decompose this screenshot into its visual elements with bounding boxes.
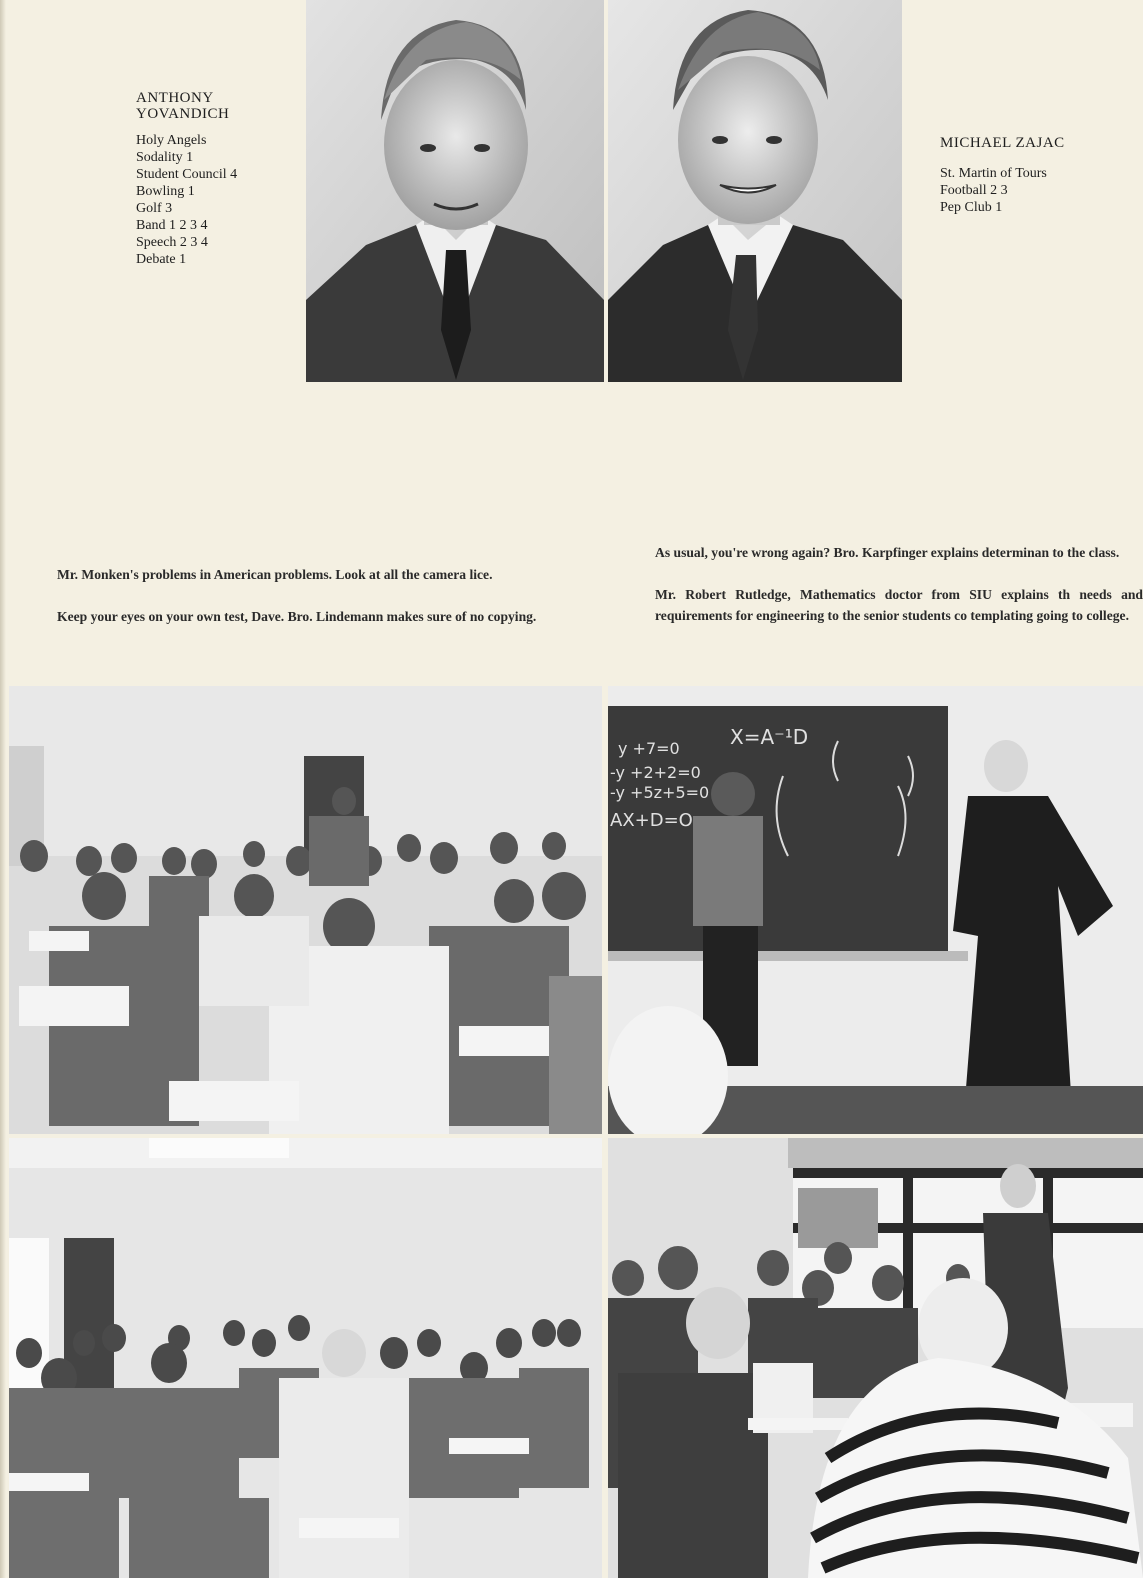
caption-rutledge: Mr. Robert Rutledge, Mathematics doctor from SIU explains th needs and requirements for engineering to the senior students co templating going to college. [655, 587, 1143, 623]
caption-lindemann: Keep your eyes on your own test, Dave. Bro. Lindemann makes sure of no copying. [57, 609, 537, 624]
portrait-yovandich [306, 0, 604, 382]
senior-name: ANTHONY YOVANDICH [136, 90, 230, 122]
activity-list [940, 165, 1140, 216]
photo-classroom-lindemann [9, 1138, 602, 1578]
activity-item: Golf 3 [136, 201, 173, 216]
activity-item: Student Council 4 [136, 167, 238, 182]
activity-item: St. Martin of Tours [940, 166, 1047, 181]
blackboard-line: AX+D=O [610, 810, 693, 831]
blackboard-formula: X=A⁻¹D [730, 725, 809, 749]
caption-karpfinger: As usual, you're wrong again? Bro. Karpfinger explains determinan to the class. [655, 545, 1120, 560]
photo-classroom-rutledge [608, 1138, 1143, 1578]
senior-bio-yovandich [136, 90, 301, 268]
blackboard-line: -y +5z+5=0 [610, 783, 710, 802]
activity-item: Speech 2 3 4 [136, 235, 208, 250]
blackboard-line: y +7=0 [618, 739, 680, 758]
page-gutter [0, 0, 6, 1578]
activity-item: Football 2 3 [940, 183, 1008, 198]
blackboard-line: -y +2+2=0 [610, 763, 701, 782]
activity-item: Sodality 1 [136, 150, 194, 165]
photo-blackboard-karpfinger [608, 686, 1143, 1134]
senior-bio-zajac [940, 135, 1140, 216]
captions-right [655, 542, 1143, 647]
activity-item: Band 1 2 3 4 [136, 218, 208, 233]
caption-monken: Mr. Monken's problems in American problems. Look at all the camera lice. [57, 567, 493, 582]
activity-list [136, 132, 301, 268]
portrait-zajac [608, 0, 902, 382]
captions-left [57, 564, 549, 648]
activity-item: Holy Angels [136, 133, 207, 148]
activity-item: Pep Club 1 [940, 200, 1003, 215]
photo-classroom-monken [9, 686, 602, 1134]
activity-item: Bowling 1 [136, 184, 195, 199]
senior-name: MICHAEL ZAJAC [940, 135, 1065, 151]
activity-item: Debate 1 [136, 252, 187, 267]
